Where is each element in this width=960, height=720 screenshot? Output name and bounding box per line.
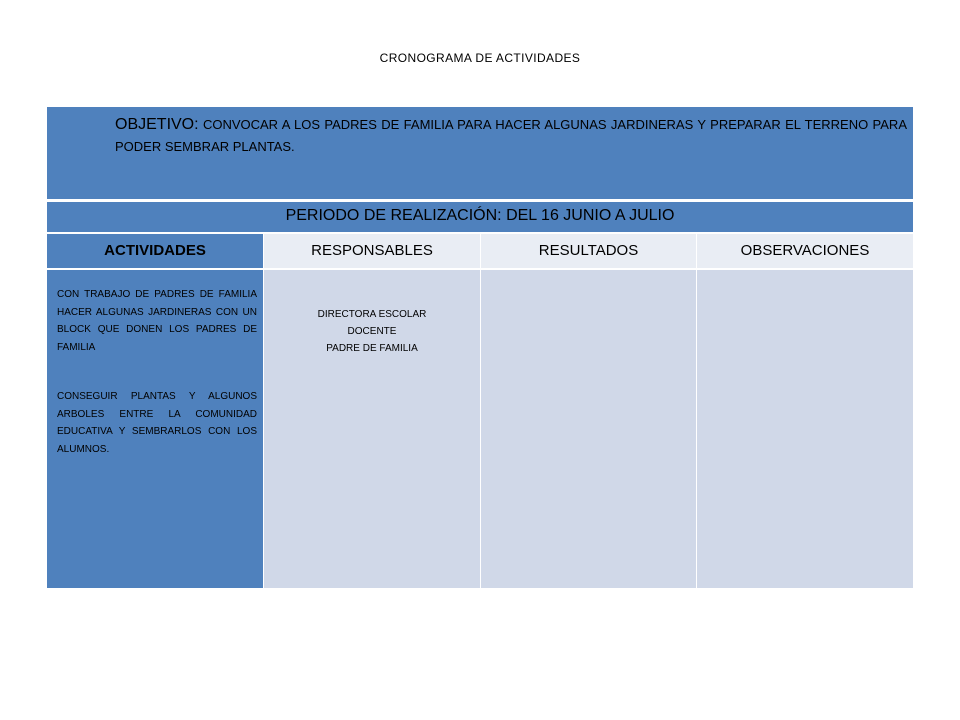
responsable-item: DIRECTORA ESCOLAR <box>317 309 427 320</box>
responsable-item: PADRE DE FAMILIA <box>326 343 418 354</box>
activity-item: CONSEGUIR PLANTAS Y ALGUNOS ARBOLES ENTRE LA COMUNIDAD EDUCATIVA Y SEMBRARLOS CON LOS ALUMNOS. <box>57 391 257 455</box>
objective-text: CONVOCAR A LOS PADRES DE FAMILIA PARA HACER ALGUNAS JARDINERAS Y PREPARAR EL TERRENO PARA PODER SEMBRAR PLANTAS. <box>115 117 907 154</box>
table-header-row <box>47 234 913 268</box>
objective-label: OBJETIVO: <box>115 116 199 133</box>
activities-cell <box>47 270 263 588</box>
activity-item: CON TRABAJO DE PADRES DE FAMILIA HACER ALGUNAS JARDINERAS CON UN BLOCK QUE DONEN LOS PADRES DE FAMILIA <box>57 289 257 353</box>
resultados-cell <box>480 270 696 588</box>
objective-banner <box>47 107 913 199</box>
header-responsables: RESPONSABLES <box>263 234 480 268</box>
period-banner: PERIODO DE REALIZACIÓN: DEL 16 JUNIO A JULIO <box>47 202 913 232</box>
table-body-row <box>47 268 913 588</box>
observaciones-cell <box>696 270 913 588</box>
responsables-cell <box>263 270 480 588</box>
header-activities: ACTIVIDADES <box>47 234 263 268</box>
header-resultados: RESULTADOS <box>480 234 696 268</box>
header-observaciones: OBSERVACIONES <box>696 234 913 268</box>
page-title: CRONOGRAMA DE ACTIVIDADES <box>379 51 581 65</box>
responsable-item: DOCENTE <box>347 326 397 337</box>
